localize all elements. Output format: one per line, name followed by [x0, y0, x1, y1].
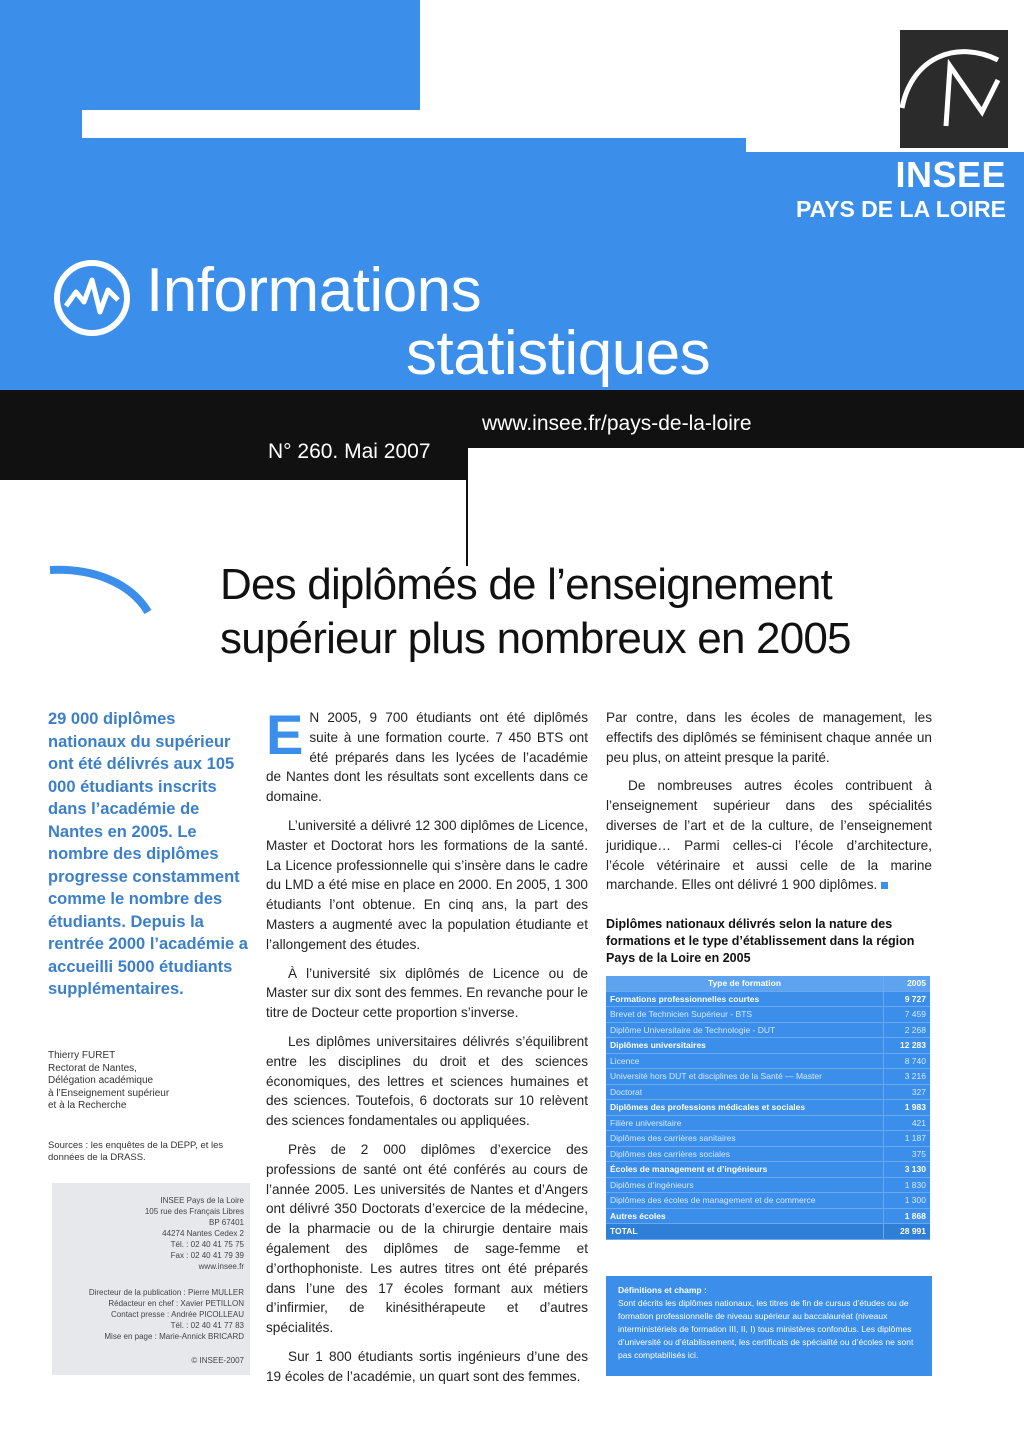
table-cell-label: Diplôme Universitaire de Technologie - DUT — [606, 1022, 884, 1038]
table-row — [606, 1069, 930, 1085]
site-url-link[interactable]: www.insee.fr/pays-de-la-loire — [482, 412, 752, 435]
author-line: Délégation académique — [48, 1075, 154, 1086]
table-row — [606, 1208, 930, 1224]
address-line: INSEE Pays de la Loire — [160, 1196, 244, 1205]
masthead-title-line1: Informations — [146, 256, 482, 325]
article-column-2 — [266, 703, 589, 1396]
table-cell-label: Diplômes universitaires — [606, 1038, 884, 1054]
table-cell-value: 3 216 — [884, 1069, 931, 1085]
headline-line2: supérieur plus nombreux en 2005 — [220, 614, 851, 663]
table-row — [606, 1177, 930, 1193]
credit-line: Tél. : 02 40 41 77 83 — [170, 1321, 244, 1330]
paragraph-text: De nombreuses autres écoles contribuent à l’enseignement supérieur dans des spécialités diverses de l’art et de la culture, de l’enseignement juridique… Parmi celles-ci l’école d’architecture, l’école vétérinaire et aussi celle de la marine marchande. Elles ont délivré 1 900 diplômes. — [606, 778, 932, 893]
copyright: © INSEE-2007 — [191, 1356, 244, 1365]
table-row — [606, 1115, 930, 1131]
table-cell-value: 1 830 — [884, 1177, 931, 1193]
masthead-title-line2: statistiques — [406, 319, 711, 388]
table-cell-label: Diplômes des écoles de management et de commerce — [606, 1193, 884, 1209]
credit-line: Directeur de la publication : Pierre MULLER — [88, 1288, 244, 1297]
table-cell-value: 9 727 — [884, 991, 931, 1007]
headline-line1: Des diplômés de l’enseignement — [220, 560, 832, 609]
credit-line: Mise en page : Marie-Annick BRICARD — [104, 1332, 244, 1341]
table-cell-value: 1 868 — [884, 1208, 931, 1224]
colophon-address — [145, 1195, 244, 1272]
article-headline — [220, 558, 851, 666]
table-cell-value: 375 — [884, 1146, 931, 1162]
author-line: Thierry FURET — [48, 1050, 116, 1061]
table-row — [606, 1224, 930, 1240]
paragraph: Sur 1 800 étudiants sortis ingénieurs d’une des 19 écoles de l’académie, un quart sont des femmes. — [266, 1348, 588, 1384]
brand-region: PAYS DE LA LOIRE — [795, 196, 1006, 222]
table-row — [606, 1038, 930, 1054]
table-cell-value: 7 459 — [884, 1007, 931, 1023]
vertical-divider — [466, 448, 468, 566]
paragraph: Par contre, dans les écoles de management, les effectifs des diplômés se féminisent chaque année un peu plus, on atteint presque la parité. — [606, 710, 932, 765]
dropcap: E — [266, 703, 304, 766]
table-row — [606, 1022, 930, 1038]
table-cell-label: Brevet de Technicien Supérieur - BTS — [606, 1007, 884, 1023]
article-lede: 29 000 diplômes nationaux du supérieur ont été délivrés aux 105 000 étudiants inscrits dans l’académie de Nantes en 2005. Le nombre des diplômes progresse constamment comme le nombre des étudiants. Depuis la rentrée 2000 l’académie a accueilli 5000 étudiants supplémentaires. — [48, 710, 248, 998]
address-line[interactable]: www.insee.fr — [198, 1262, 244, 1271]
header-blue-strip — [0, 110, 82, 140]
insee-logo-icon[interactable] — [900, 30, 1008, 148]
credit-line: Contact presse : Andrée PICOLLEAU — [111, 1310, 244, 1319]
table-cell-value: 1 300 — [884, 1193, 931, 1209]
arc-decoration-icon — [44, 558, 156, 623]
table-cell-value: 28 991 — [884, 1224, 931, 1240]
address-line: 105 rue des Français Libres — [144, 1207, 244, 1216]
table-header-label: Type de formation — [606, 976, 884, 991]
address-line: Tél. : 02 40 41 75 75 — [170, 1240, 244, 1249]
table-body — [606, 991, 930, 1239]
end-mark-icon — [881, 882, 888, 889]
paragraph-text: N 2005, 9 700 étudiants ont été diplômés suite à une formation courte. 7 450 BTS ont été préparés dans les lycées de l’académie de Nantes dont les résultats sont excellents dans ce domaine. — [266, 710, 588, 805]
address-line: Fax : 02 40 41 79 39 — [170, 1251, 244, 1260]
paragraph — [606, 776, 932, 895]
table-cell-value: 8 740 — [884, 1053, 931, 1069]
issue-number: N° 260. Mai 2007 — [268, 440, 431, 463]
table-cell-value: 327 — [884, 1084, 931, 1100]
paragraph: Les diplômes universitaires délivrés s’équilibrent entre les disciplines du droit et des sciences économiques, des lettres et sciences humaines et des sciences. Toutefois, 6 doctorats sur 10 relèvent des sciences fondamentales ou appliquées. — [266, 1033, 588, 1129]
table-row — [606, 1053, 930, 1069]
table-cell-value: 2 268 — [884, 1022, 931, 1038]
table-cell-label: Formations professionnelles courtes — [606, 991, 884, 1007]
table-row — [606, 991, 930, 1007]
table-header-year: 2005 — [884, 976, 931, 991]
brand-name: INSEE — [895, 154, 1006, 195]
address-line: 44274 Nantes Cedex 2 — [162, 1229, 244, 1238]
table-cell-label: Filière universitaire — [606, 1115, 884, 1131]
table-cell-label: Diplômes des carrières sociales — [606, 1146, 884, 1162]
paragraph: L’université a délivré 12 300 diplômes de Licence, Master et Doctorat hors les formations de la santé. La Licence professionnelle qui s’insère dans le cadre du LMD a été mise en place en 2000. En 2005, 1 300 étudiants l’ont obtenue. En cinq ans, la part des Masters a augmenté avec la population étudiante et l’allongement des études. — [266, 817, 589, 952]
article-column-3 — [606, 708, 932, 904]
table-row — [606, 1007, 930, 1023]
table-cell-label: Diplômes d’ingénieurs — [606, 1177, 884, 1193]
table-cell-value: 1 187 — [884, 1131, 931, 1147]
header-blue-top — [0, 0, 420, 110]
credit-line: Rédacteur en chef : Xavier PETILLON — [108, 1299, 244, 1308]
address-line: BP 67401 — [209, 1218, 244, 1227]
table-cell-value: 421 — [884, 1115, 931, 1131]
table-cell-label: Licence — [606, 1053, 884, 1069]
diplomas-table — [606, 976, 930, 1240]
definitions-body: Sont décrits les diplômes nationaux, les titres de fin de cursus d’études ou de formation professionnelle de niveau supérieur au baccalauréat (niveaux interministériels de formation III, II, I) tous ministères confondus. Les diplômes d’université ou d’établissement, les certificats de spécialité ou d’écoles ne sont pas comptabilisés ici. — [618, 1298, 914, 1360]
author-line: à l’Enseignement supérieur — [48, 1087, 170, 1099]
colophon-credits — [89, 1287, 244, 1342]
wave-circle-icon — [52, 258, 132, 343]
author-line: Rectorat de Nantes, — [48, 1062, 137, 1074]
table-row — [606, 1162, 930, 1178]
paragraph — [266, 703, 588, 807]
table-row — [606, 1100, 930, 1116]
table-title: Diplômes nationaux délivrés selon la nature des formations et le type d’établissement dans la région Pays de la Loire en 2005 — [606, 917, 915, 965]
sources-note: Sources : les enquêtes de la DEPP, et les données de la DRASS. — [48, 1140, 224, 1163]
table-cell-label: Diplômes des professions médicales et sociales — [606, 1100, 884, 1116]
table-cell-label: Diplômes des carrières sanitaires — [606, 1131, 884, 1147]
table-header-row — [606, 976, 930, 991]
definitions-box — [606, 1276, 932, 1376]
definitions-text — [618, 1284, 918, 1362]
table-cell-label: Université hors DUT et disciplines de la Santé — Master — [606, 1069, 884, 1085]
table-cell-label: Écoles de management et d’ingénieurs — [606, 1162, 884, 1178]
definitions-title: Définitions et champ : — [618, 1285, 707, 1295]
table-cell-value: 12 283 — [884, 1038, 931, 1054]
author-line: et à la Recherche — [48, 1100, 127, 1111]
table-row — [606, 1146, 930, 1162]
table-cell-label: Autres écoles — [606, 1208, 884, 1224]
table-cell-value: 1 983 — [884, 1100, 931, 1116]
table-row — [606, 1131, 930, 1147]
paragraph: Près de 2 000 diplômes d’exercice des professions de santé ont été conférés au cours de l’année 2005. Les universités de Nantes et d’Angers ont délivré 350 Doctorats d’exercice de la médecine, de la pharmacie ou de la chirurgie dentaire mais également des diplômes de sage-femme et d’orthophoniste. Les autres titres ont été préparés dans l’une des 17 écoles formant aux métiers d’infirmier, de kinésithérapeute et d’autres spécialités. — [266, 1141, 588, 1336]
table-cell-label: Doctorat — [606, 1084, 884, 1100]
table-cell-label: TOTAL — [606, 1224, 884, 1240]
table-cell-value: 3 130 — [884, 1162, 931, 1178]
paragraph: À l’université six diplômés de Licence ou de Master sur dix sont des femmes. En revanche pour le titre de Docteur cette proportion s’inverse. — [266, 965, 588, 1021]
table-row — [606, 1084, 930, 1100]
colophon-box — [52, 1183, 250, 1375]
table-row — [606, 1193, 930, 1209]
author-block — [48, 1050, 238, 1113]
